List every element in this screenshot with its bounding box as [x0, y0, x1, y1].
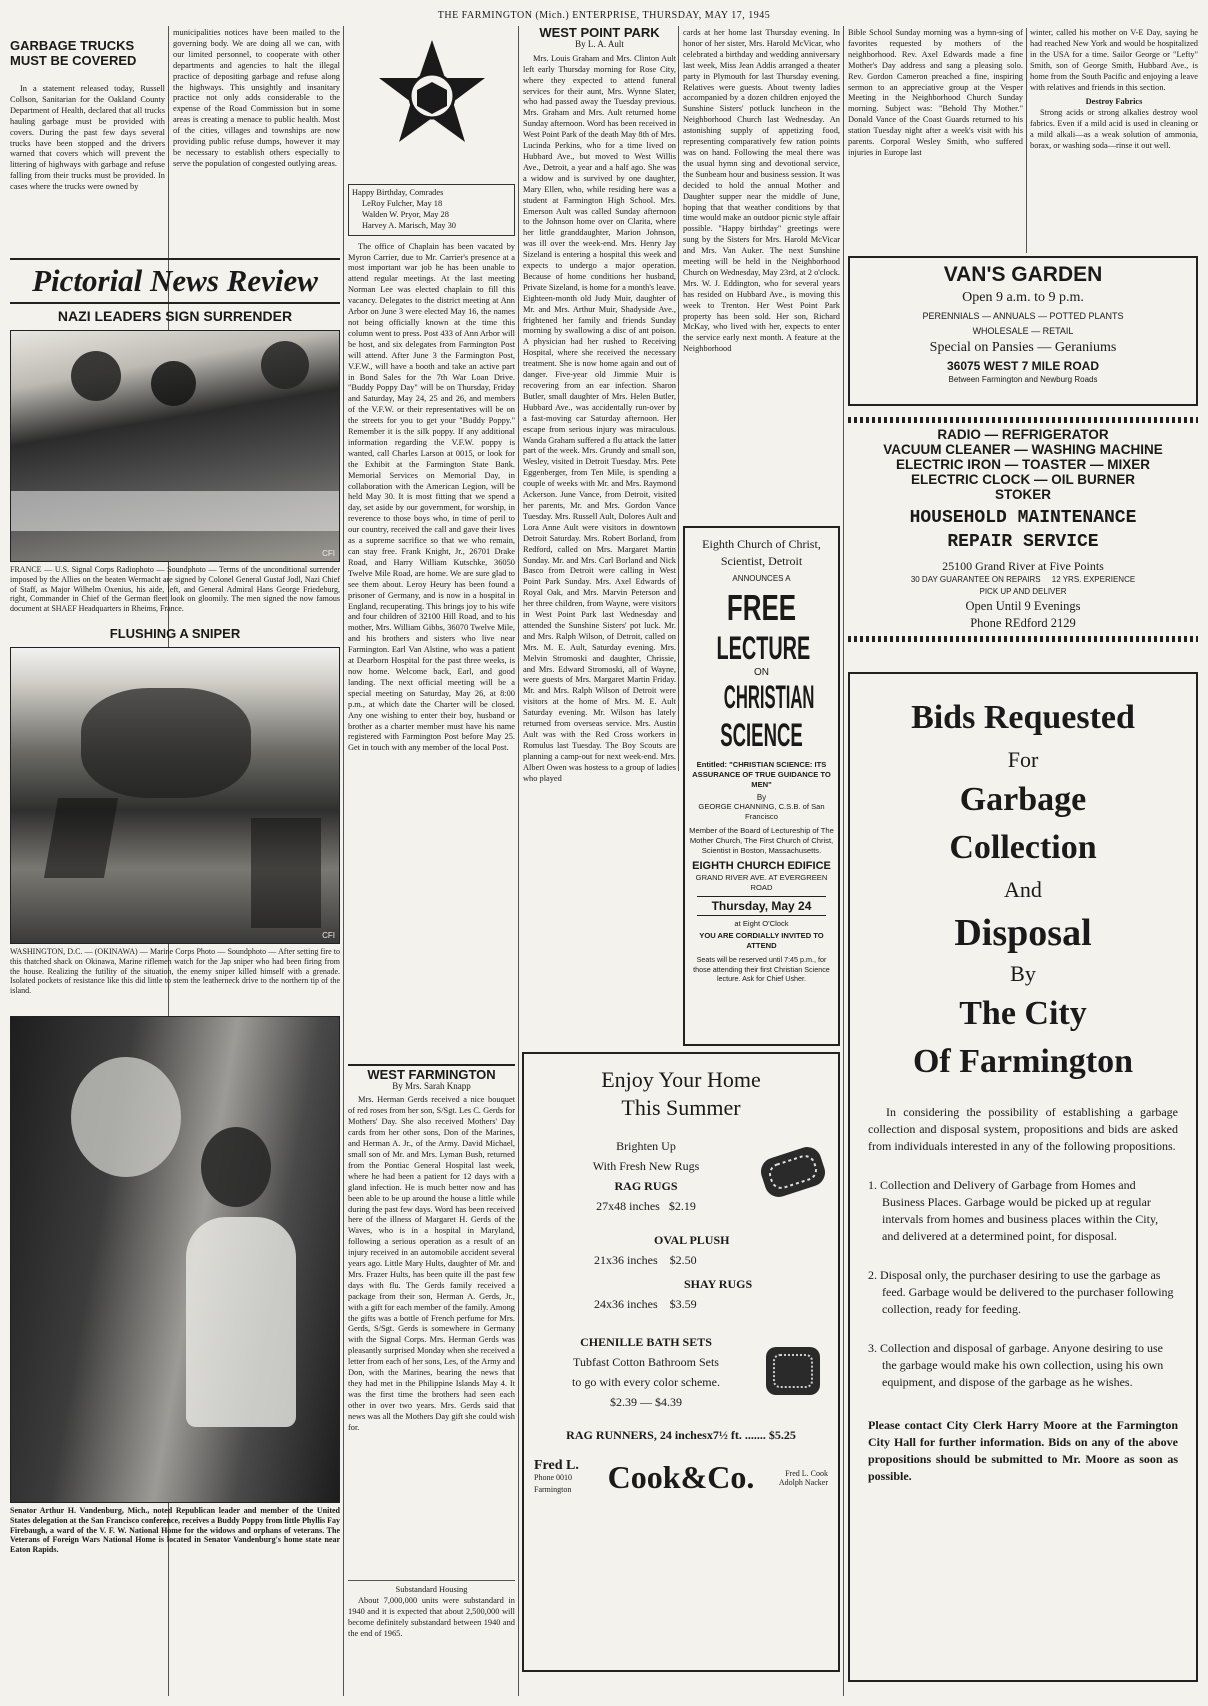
repair-guarantee: 30 DAY GUARANTEE ON REPAIRS 12 YRS. EXPERIENCE [910, 575, 1136, 584]
lecture-date: Thursday, May 24 [697, 896, 826, 916]
column-rule [1026, 28, 1027, 253]
lecture-ad [683, 526, 840, 1046]
rag-section [534, 1136, 828, 1216]
west-farmington-body: Mrs. Herman Gerds received a nice bouquet of red roses from her son, S/Sgt. Les C. Gerds for Mothers' Day. She also received Mothers' Day cards from her other sons, Don of the Marines, and Herman A. Jr., of the Army. David Michael, small son of Mr. and Mrs. Lyman Bush, returned from the Pontiac General Hospital last week, where he had been a patient for 12 days with a gland infection. He is much better now and has been able to be up around the house a little while during the past few days. Word has been received here of the illness of Margaret H. Gerds of the Waves, who is in a hospital in Maryland, following a serious operation as a result of an injury received in an automobile accident several years ago. Little Mary Hults, daughter of Mr. and Mrs. Frazer Hults, has been quite ill the past few days with flu. The Gerds family received a package from their son, Herman A. Gerds, Jr., with a gift for each member of the family. Among the gifts was a bottle of French perfume for Mrs. Gerds, S/Sgt. Gerds is somewhere in Germany with the Signal Corps. Mrs. Herman Gerds was pleasantly surprised Monday when she received a letter from each of her sons, Les, of the Army and Don, with the Marines, bearing the news that they had met in the Philippine Islands May 4. It was the first time the brothers had seen each other in over two years. Mrs. Gerds said that news was all the Mothers Day gift she could wish for. [348, 1095, 515, 1432]
appliance-line-5: STOKER [994, 487, 1051, 502]
neighborhood-body-2: winter, called his mother on V-E Day, saying he had reached New York and would be hospitalized in the USA for a time. Sailor George or "Lefty" Smith, son of George Smith, Hubbard Ave., is home from the South Pacific and enjoying a leave with relatives and friends in this section. [1030, 28, 1198, 92]
border-decoration [848, 636, 1198, 642]
column-rule [518, 26, 519, 1696]
girl-hair-shape [201, 1127, 271, 1207]
on-label: ON [754, 667, 769, 678]
garbage-body-continued: municipalities notices have been mailed to the governing body. We are doing all we can, with our limited personnel, to cooperate with other departments and agencies to halt the illegal practice of depositing garbage and refuse along the highways. This unsightly and insanitary practice not only adds considerable to the expense of the Road Commission but in some areas is creating a menace to public health. Most of the cities, villages and townships are now providing public refuse dumps, however it may be necessary to establish others especially to serve the population of congested outlying areas. [173, 28, 340, 168]
fabrics-headline: Destroy Fabrics [1085, 97, 1143, 107]
vfw-body: The office of Chaplain has been vacated by Myron Carrier, due to Mr. Carrier's presence at a most important war job he has been unable to attend regular meetings. At the last meeting Norman Lee was elected chaplain to fill this vacancy. Delegates to the district meeting at Ann Arbor on June 3 were elected May 16, the names not being officially known at the time this column went to press. Post 433 of Ann Arbor will be host, and six delegates from Farmington Post will attend. After June 3 the Farmington Post, V.F.W., will have a booth and take an active part in Bond Sales for the 7th War Loan Drive. "Buddy Poppy Day" will be on Thursday, Friday and Saturday, May 24, 25 and 26, and members of the V.F.W. or their representatives will be on the streets for you to get your "Buddy Poppy." Remember it is the silk poppy. If any additional information regarding the V.F.W. poppy is wanted, call Charles Larson at 0015, or look for the Exhibit at the Farmington State Bank. Memorial Services on Memorial Day, in collaboration with the American Legion, will be held May 30. It is most fitting that we spend a day, set aside by our government, for worship, in reverence to those boys who, in time of peril to our country, received the call and gave their lives as a supreme sacrifice so that we who remain, can stay free. Frank Knight, Jr., 26701 Drake Road, and Harry William Kutschke, 36050 Twelve Mile Road, are home. We are sure glad to see them about. Leroy Heury has been found a prisoner of Germany, and is now in a hospital in England, recuperating. This brings joy to his wife and four children of 32100 Hill Road, and to his mother, Mrs. William Gibbs, 36070 Twelve Mile, and his brothers and sisters who live near Farmington. Earl Van Alstine, who was a patient at Dearborn Hospital for the past three weeks, is now home. Welcome back, Earl, and good landing. The next official meeting will be a special meeting on Saturday, May 26, at 8:00 p.m., at which date the Charter will be closed. Any one wishing to enter their boy, husband or brother as a charter member must have his name registered with Farmington Post before May 25. Get in touch with any member of the local Post. [348, 241, 515, 753]
cook-logo: Cook&Co. [607, 1459, 755, 1495]
rugs-headline-2: This Summer [621, 1095, 741, 1120]
column-rule [678, 26, 679, 771]
bids-garbage: Garbage [959, 781, 1087, 818]
housing-body: About 7,000,000 units were substandard in 1940 and it is expected that about 2,500,000 will become definitely substandard between 1940 and the end of 1965. [348, 1596, 515, 1639]
photo2-caption: WASHINGTON, D.C. — (OKINAWA) — Marine Corps Photo — Soundphoto — After setting fire to this thatched shack on Okinawa, Marine riflemen watch for the Jap sniper who had been firing from the house. Realizing the futility of the situation, the enemy sniper killed himself with a grenade. Isolated pockets of resistance like this did little to stem the leatherneck drive to the northern tip of the island. [10, 946, 340, 996]
bids-item-1: 1. Collection and Delivery of Garbage from Homes and Business Places. Garbage would be picked up at regular intervals from homes and business places within the City, and delivered at a determined point, for disposal. [868, 1178, 1159, 1243]
bath-set-illustration-icon [758, 1337, 828, 1407]
west-farmington-headline: WEST FARMINGTON [367, 1066, 496, 1082]
pictorial-review [10, 258, 340, 1688]
column-rule [843, 26, 844, 1696]
west-point-body-2: cards at her home last Thursday evening. In honor of her sister, Mrs. Harold McVicar, who celebrated a birthday and wedding anniversary last week, Miss Jean Addis arranged a theater party in Plymouth for last Thursday evening. Relatives were guests. About twenty ladies accompanied by a dozen children enjoyed the Sunshine Sisters' potluck luncheon in the Neighborhood Church last Wednesday. An astonishing supply of appetizing food, representing comparatively few ration points was on hand. Following the meal there was the usual hymn sing and devotional service, the Sunbeam hour and business session. It was decided to hold the annual Mother and Daughter supper near the middle of June, hoping that that weather conditions by that time would make an outdoor picnic style affair possible. "Happy birthday" greetings were sung by the Sisters for Mrs. Harold McVicar and Mrs. Van Auker. The next Sunshine meeting will be held in the Neighborhood Church on Wednesday, May 23rd, at 2 o'clock. Mrs. W. J. Eddington, who for several years has resided on Hubbard Ave., is moving this week to Trenton. Her West Point Park property has been sold. Her son, Richard McKay, who lived with her, expects to enter the service early next month. A feature at the Neighborhood [683, 28, 840, 354]
vans-address: 36075 WEST 7 MILE ROAD [946, 359, 1100, 373]
senator-head-shape [71, 1057, 181, 1177]
bids-ad [848, 672, 1198, 1682]
science-label: SCIENCE [720, 717, 803, 753]
bids-intro: In considering the possibility of establishing a garbage collection and disposal system, propositions and bids are asked from individuals interested in any of the following propositions. [868, 1105, 1178, 1153]
rag-size: 27x48 inches [596, 1199, 660, 1213]
west-point-headline: WEST POINT PARK [539, 28, 660, 40]
repair-phone: Phone REdford 2129 [970, 616, 1076, 630]
birthday-item: Walden W. Pryor, May 28 [362, 209, 449, 219]
seating-note: Seats will be reserved until 7:45 p.m., for those attending their first Christian Science lecture. Ask for Chief Usher. [693, 955, 830, 983]
shay-price: $3.59 [669, 1297, 697, 1311]
oval-size: 21x36 inches [594, 1253, 658, 1267]
cook-phone: Phone 0010 Farmington [534, 1472, 572, 1494]
photo1-caption: FRANCE — U.S. Signal Corps Radiophoto — Soundphoto — Terms of the unconditional surrender imposed by the Allies on the beaten Wermacht are signed by Colonel General Gustaf Jodl, Nazi Chief of Staff, as Major Wilhelm Oxenius, his aide, left, and General Admiral Hans George Friedeburg, right, Commander in Chief of the German fleet look on gloomily. The men signed the now famous document at SHAEF Headquarters in Rheims, France. [10, 565, 340, 614]
divider [10, 302, 340, 304]
shay-size: 24x36 inches [594, 1297, 658, 1311]
shay-price-line [594, 1294, 828, 1314]
sniper-photo [10, 647, 340, 944]
repair-hours: Open Until 9 Evenings [965, 599, 1081, 613]
repair-service-ad [848, 414, 1198, 664]
figure-shape [261, 341, 309, 389]
bids-by: By [1010, 961, 1036, 986]
bids-contact: Please contact City Clerk Harry Moore at the Farmington City Hall for further information. Bids on any of the above propositions should be submitted to Mr. Moore as soon as possible. [868, 1418, 1178, 1483]
appliance-line-4: ELECTRIC CLOCK — OIL BURNER [910, 472, 1135, 487]
cook-signature [534, 1459, 828, 1496]
table-shape [11, 491, 339, 531]
vans-hours: Open 9 a.m. to 9 p.m. [962, 290, 1084, 305]
garbage-article-continued [173, 28, 340, 253]
church-name: Eighth Church of Christ, Scientist, Detroit [702, 537, 821, 568]
bids-for: For [1007, 747, 1039, 772]
vfw-emblem [348, 28, 515, 178]
bids-item-3: 3. Collection and disposal of garbage. Anyone desiring to use the garbage would make his own collection, using his own equipment, and dispose of the garbage as he wishes. [868, 1341, 1164, 1389]
surrender-photo [10, 330, 340, 562]
bids-city: The City [959, 995, 1087, 1032]
figure-shape [151, 361, 196, 406]
masthead: THE FARMINGTON (Mich.) ENTERPRISE, THURSDAY, MAY 17, 1945 [437, 10, 771, 21]
bids-title: Bids Requested [911, 699, 1135, 736]
border-decoration [848, 417, 1198, 423]
bids-farmington: Of Farmington [912, 1043, 1134, 1080]
west-point-continued [683, 28, 840, 523]
brighten-label: Brighten Up [616, 1139, 676, 1153]
rag-text [534, 1136, 758, 1216]
by-label: By [756, 793, 767, 802]
birthday-box [348, 184, 515, 236]
fred-label: Fred L. [534, 1457, 579, 1473]
vans-title: VAN'S GARDEN [943, 263, 1103, 286]
chenille-section [534, 1332, 828, 1412]
west-point-column [523, 28, 676, 1058]
divider [348, 1064, 515, 1066]
neighborhood-column [848, 28, 1023, 253]
photo-credit: CFI [322, 930, 335, 940]
shay-rugs-label: SHAY RUGS [684, 1277, 753, 1291]
photo1-headline: NAZI LEADERS SIGN SURRENDER [57, 308, 293, 324]
photo3-caption: Senator Arthur H. Vandenburg, Mich., noted Republican leader and member of the United States delegation at the San Francisco conference, receives a Buddy Poppy from little Phyllis Fay Firebaugh, a ward of the V. F. W. National Home for the widows and orphans of veterans. The Veterans of Foreign Wars National Home is located in Senator Vandenburg's home state near Eaton Rapids. [10, 1505, 340, 1555]
cook-owners: Fred L. Cook Adolph Nacker [778, 1468, 828, 1487]
appliance-line-1: RADIO — REFRIGERATOR [937, 427, 1109, 442]
photo2-headline: FLUSHING A SNIPER [109, 625, 241, 641]
color-scheme-label: to go with every color scheme. [572, 1375, 720, 1389]
appliance-line-2: VACUUM CLEANER — WASHING MACHINE [883, 442, 1163, 457]
bids-collection: Collection [949, 829, 1097, 866]
vfw-cross-icon [377, 38, 487, 168]
garbage-article [10, 28, 165, 253]
birthday-item: LeRoy Fulcher, May 18 [362, 198, 443, 208]
rugs-headline-1: Enjoy Your Home [601, 1067, 761, 1092]
church-address: GRAND RIVER AVE. AT EVERGREEN ROAD [695, 873, 828, 892]
announces: ANNOUNCES A [732, 574, 791, 583]
bids-item-2: 2. Disposal only, the purchaser desiring to use the garbage as feed. Garbage would be delivered to the purchaser following collection, ready for feeding. [868, 1268, 1174, 1316]
church-edifice: EIGHTH CHURCH EDIFICE [692, 860, 831, 872]
housing-headline: Substandard Housing [395, 1585, 468, 1595]
rag-price: $2.19 [668, 1199, 696, 1213]
fred-block [534, 1457, 594, 1496]
girl-dress-shape [186, 1217, 296, 1427]
neighborhood-column-2 [1030, 28, 1198, 253]
oval-price-line [594, 1250, 828, 1270]
birthday-item: Harvey A. Marisch, May 30 [362, 220, 456, 230]
bids-and: And [1004, 877, 1042, 902]
pictorial-title: Pictorial News Review [32, 263, 318, 298]
west-farmington-byline: By Mrs. Sarah Knapp [392, 1080, 471, 1091]
chenille-label: CHENILLE BATH SETS [580, 1335, 712, 1349]
vfw-column [348, 28, 515, 1688]
lecture-label: LECTURE [716, 630, 811, 666]
speaker-credentials: Member of the Board of Lectureship of The Mother Church, The First Church of Christ, Scientist in Boston, Massachusetts. [689, 826, 834, 855]
fresh-rugs-label: With Fresh New Rugs [592, 1159, 700, 1173]
rug-illustration-icon [758, 1136, 828, 1206]
vans-sales: WHOLESALE — RETAIL [972, 326, 1074, 336]
vans-garden-ad [848, 256, 1198, 406]
photo-credit: CFI [322, 549, 335, 558]
christian-label: CHRISTIAN [723, 679, 815, 715]
vans-special: Special on Pansies — Geraniums [929, 340, 1117, 355]
rag-price-line [534, 1196, 758, 1216]
trees-shape [81, 688, 251, 798]
tubfast-label: Tubfast Cotton Bathroom Sets [573, 1355, 719, 1369]
birthday-heading: Happy Birthday, Comrades [352, 188, 444, 197]
rag-rugs-label: RAG RUGS [614, 1179, 678, 1193]
rugs-ad [522, 1052, 840, 1672]
plush-section [534, 1230, 828, 1314]
vans-products: PERENNIALS — ANNUALS — POTTED PLANTS [922, 311, 1124, 321]
garbage-body: In a statement released today, Russell Collson, Sanitarian for the Oakland County Department of Health, declared that all trucks hauling garbage must be provided with covers. During the past few days several trucks have been stopped and the drivers warned that covers which will prevent the littering of highways with garbage and refuse falling from their trucks must be provided. In cases where the trucks were owned by [10, 84, 165, 192]
oval-price: $2.50 [669, 1253, 697, 1267]
garbage-headline: GARBAGE TRUCKS MUST BE COVERED [10, 38, 137, 68]
vans-location: Between Farmington and Newburg Roads [948, 375, 1098, 384]
appliance-line-3: ELECTRIC IRON — TOASTER — MIXER [895, 457, 1150, 472]
runners-price: $5.25 [768, 1428, 796, 1442]
bids-disposal: Disposal [954, 912, 1092, 954]
soldier-shape [251, 818, 321, 928]
neighborhood-body: Bible School Sunday morning was a hymn-sing of favorites requested by mothers of the neighborhood. Rev. Axel Edwards made a fine Mother's Day address and sang a pleasing solo. Rev. Gordon Cameron preached a fine, inspiring sermon to an appreciative group at the Vesper Meeting in the Neighborhood Church Sunday morning. Subject was: "Behold Thy Mother." Donald Vance of the Coast Guards returned to his station Tuesday night after a week's visit with his parents. Corporal Wesley Smith, who suffered injuries in Europe last [848, 28, 1023, 157]
fabrics-body: Strong acids or strong alkalies destroy wool fabrics. Even if a mild acid is used in cleaning or a mild alkali—as a weak solution of ammonia, borax, or washing soda—rinse it out well. [1030, 108, 1198, 151]
oval-plush-label: OVAL PLUSH [654, 1233, 730, 1247]
invite: YOU ARE CORDIALLY INVITED TO ATTEND [699, 931, 824, 950]
repair-title-2: REPAIR SERVICE [947, 532, 1099, 552]
speaker: GEORGE CHANNING, C.S.B. of San Francisco [698, 802, 825, 821]
lecture-title: Entitled: "CHRISTIAN SCIENCE: ITS ASSURANCE OF TRUE GUIDANCE TO MEN" [692, 760, 831, 789]
repair-title-1: HOUSEHOLD MAINTENANCE [909, 508, 1137, 528]
soldier-shape [44, 798, 118, 878]
runners-line: RAG RUNNERS, 24 inchesx7½ ft. ....... $5.25 [566, 1428, 796, 1442]
repair-address: 25100 Grand River at Five Points [942, 559, 1104, 573]
repair-pickup: PICK UP AND DELIVER [979, 587, 1067, 596]
free-label: FREE [726, 587, 797, 628]
chenille-text [534, 1332, 758, 1412]
figure-shape [71, 351, 121, 401]
runners-label: RAG RUNNERS, 24 inchesx7½ ft. [566, 1428, 742, 1442]
column-rule [343, 26, 344, 1696]
divider [348, 1580, 515, 1581]
west-point-byline: By L. A. Ault [575, 38, 624, 49]
west-point-body: Mrs. Louis Graham and Mrs. Clinton Ault left early Thursday morning for Rose City, where they expected to attend funeral services for their aunt, Mrs. Wynne Slater, who had passed away the Tuesday previous. Mrs. Graham and Mrs. Ault returned home Sunday afternoon. Word has been received in West Point Park of the death May 8th of Mrs. Lucinda Perkins, who for a time lived on Hubbard Ave., but moved to West Willis Ave., Detroit, a year and a half ago. She was a widow and is survived by one daughter, Mary Ellen, who, while residing here was a student at Farmington High School. Mrs. Emerson Ault was called Sunday afternoon to the Johnson home over on Clarita, where her little granddaughter, Marion Johnson, was ill over the week-end. Mrs. Henry Jay Sizeland is entering a hospital this week and expects to undergo a major operation. Because of home conditions her husband, Private Sizeland, is home for a month's leave. Eighteen-month old Judy Muir, daughter of Mr. and Mrs. Arthur Muir, Shadyside Ave., frightened her family and friends Sunday morning by swallowing a disc of ant poison. A physician had her rushed to Receiving Hospital, where she received the necessary treatment. She is now home again and out of danger. Five-year old Jimmie Muir is recovering from an ear infection. Sharon Butler, small daughter of Mrs. Helen Butler, Hubbard Ave., was accidentally run-over by a fast-moving car Saturday afternoon. Her escape from serious injury was miraculous. Wanda Graham suffered a flu attack the latter part of the week. Mrs. Grundy and small son, Wesley, visited in Detroit Tuesday. Mrs. Pete Eggenberger, from Ten Mile, is spending a couple of weeks with Mr. and Mrs. Raymond Ackerson. June Vance, from Detroit, visited her parents, Mr. and Mrs. Gordon Vance Tuesday. Mrs. Russell Ault, Dolores Ault and Lora Anne Ault were visitors in downtown Detroit Saturday. Mrs. Robert Borland, from Redford, called on Mrs. Margaret Martin Sunday. Mr. and Mrs. Carl Borland and Nick Basco from Detroit were calling in West Point Park Sunday. Mrs. Axel Edwards of Royal Oak, and Mrs. Marvin Peterson and her three children, from Wayne, were visitors in West Point Park last Wednesday and attended the Sunshine Sisters' pot luck. Mr. and Mrs. Ralph Wilson, of Detroit, called on Mrs. M. E. Ault, Saturday evening. Mrs. Melvin Stromoski and daughter, Chrissie, and Mrs. Edward Stromoski, all of Wayne, were guests of Mrs. Margaret Martin Friday. Mr. and Mrs. Ralph Wilson of Detroit were visitors at the home of Mrs. M. E. Ault Saturday evening. Mr. Wilson has lately returned from overseas service. Mrs. Austin Ault was with the Red Cross workers in Romulus last Tuesday. The Boy Scouts are planning a camp-out for next week-end. Mrs. Albert Owen was hostess to a group of ladies who played [523, 53, 676, 783]
vandenburg-photo [10, 1016, 340, 1503]
lecture-time: at Eight O'Clock [734, 919, 789, 928]
chenille-price: $2.39 — $4.39 [610, 1395, 682, 1409]
